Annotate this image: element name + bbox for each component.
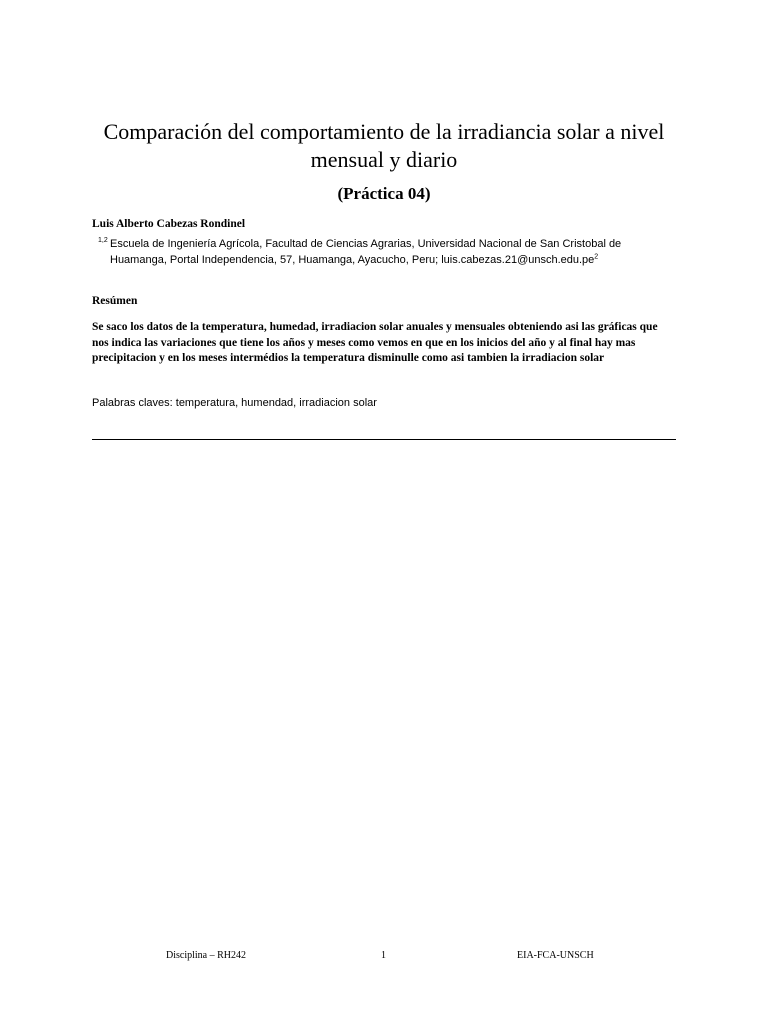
affiliation-superscript-lead: 1,2 [98,237,108,244]
affiliation-text: Escuela de Ingeniería Agrícola, Facultad de Ciencias Agrarias, Universidad Nacional de San Cristobal de Huamanga, Portal Independencia, 57, Huamanga, Ayacucho, Peru; luis.cabezas.21@unsch.edu.pe [110,238,622,266]
footer-course-code: Disciplina – RH242 [166,950,246,961]
abstract-body: Se saco los datos de la temperatura, humedad, irradiacion solar anuales y mensuales obteniendo asi las gráficas que nos indica las variaciones que tiene los años y meses como vemos en que en los inicios del año y al final hay mas precipitacion y en los meses intermédios la temperatura disminulle como asi tambien la irradiacion solar [92,321,658,364]
paper-title: Comparación del comportamiento de la irradiancia solar a nivel mensual y diario [103,119,665,172]
paper-subtitle: (Práctica 04) [337,184,431,203]
section-divider [92,439,676,440]
footer-institution: EIA-FCA-UNSCH [517,950,594,961]
author-name: Luis Alberto Cabezas Rondinel [92,218,246,230]
footer-page-number: 1 [381,950,386,961]
affiliation-superscript-tail: 2 [594,253,599,261]
abstract-heading: Resúmen [92,295,138,307]
keywords: Palabras claves: temperatura, humendad, irradiacion solar [92,397,377,409]
author-affiliation [98,236,670,268]
